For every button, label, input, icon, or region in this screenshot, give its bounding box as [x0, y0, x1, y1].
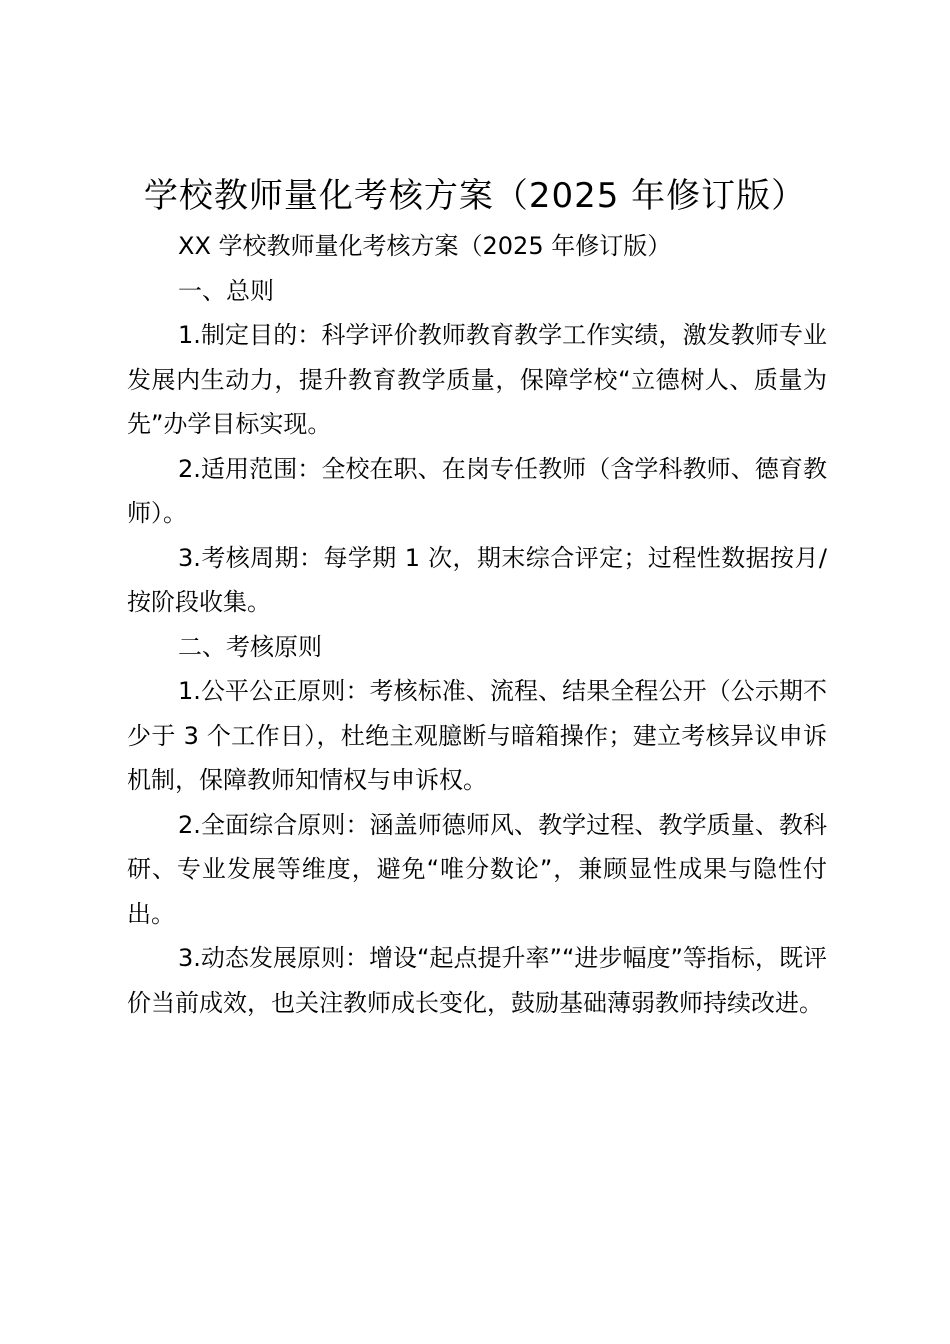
paragraph-cycle: 3.考核周期：每学期 1 次，期末综合评定；过程性数据按月/按阶段收集。: [127, 543, 827, 616]
document-title: 学校教师量化考核方案（2025 年修订版）: [143, 176, 807, 216]
paragraph-scope: 2.适用范围：全校在职、在岗专任教师（含学科教师、德育教师）。: [127, 454, 827, 527]
paragraph-dynamic: 3.动态发展原则：增设“起点提升率”“进步幅度”等指标，既评价当前成效，也关注教师成长变化，鼓励基础薄弱教师持续改进。: [127, 944, 827, 1017]
section-heading-principles: 二、考核原则: [178, 632, 322, 661]
paragraph-purpose: 1.制定目的：科学评价教师教育教学工作实绩，激发教师专业发展内生动力，提升教育教学质量，保障学校“立德树人、质量为先”办学目标实现。: [127, 321, 827, 438]
paragraph-fairness: 1.公平公正原则：考核标准、流程、结果全程公开（公示期不少于 3 个工作日），杜绝主观臆断与暗箱操作；建立考核异议申诉机制，保障教师知情权与申诉权。: [127, 677, 827, 794]
document-body: [127, 224, 827, 1025]
subtitle-paragraph: XX 学校教师量化考核方案（2025 年修订版）: [178, 232, 672, 260]
paragraph-comprehensive: 2.全面综合原则：涵盖师德师风、教学过程、教学质量、教科研、专业发展等维度，避免“唯分数论”，兼顾显性成果与隐性付出。: [127, 810, 827, 928]
section-heading-general: 一、总则: [178, 276, 274, 305]
